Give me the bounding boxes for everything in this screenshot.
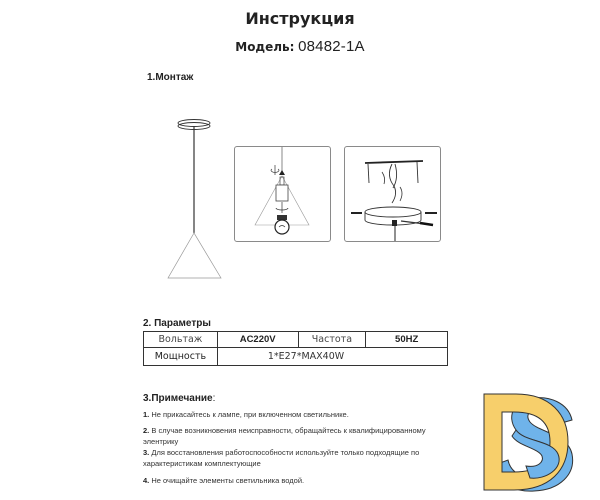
note-text-continued: элентрику <box>143 437 179 446</box>
note-item-1 <box>143 409 473 420</box>
note-text-continued: характеристикам комплектующие <box>143 459 261 468</box>
notes-heading-text: 3.Примечание <box>143 393 213 404</box>
note-text: Не очищайте элементы светильника водой. <box>151 476 305 485</box>
frequency-value: 50HZ <box>366 332 448 348</box>
note-item-4 <box>143 475 473 486</box>
power-label: Мощность <box>144 348 218 366</box>
note-text: Не прикасайтесь к лампе, при включенном светильнике. <box>151 410 349 419</box>
model-value: 08482-1A <box>298 38 365 55</box>
canopy-mount-diagram <box>345 147 440 241</box>
ds-logo <box>478 390 590 495</box>
note-text: В случае возникновения неисправности, обращайтесь к квалифицированному <box>151 426 426 435</box>
parameters-table <box>143 331 448 366</box>
pendant-lamp-figure <box>160 115 230 290</box>
note-text: Для восстановления работоспособности используйте только подходящие по <box>151 448 420 457</box>
note-item-2 <box>143 425 473 447</box>
bulb-install-diagram <box>235 147 330 241</box>
power-value: 1*E27*MAX40W <box>217 348 447 366</box>
mounting-heading: 1.Монтаж <box>147 72 194 83</box>
canopy-mount-panel <box>344 146 441 242</box>
notes-heading-colon: : <box>212 393 216 404</box>
table-row <box>144 348 448 366</box>
note-number: 4. <box>143 476 150 485</box>
document-title: Инструкция <box>245 9 355 28</box>
note-number: 3. <box>143 448 150 457</box>
table-row <box>144 332 448 348</box>
voltage-label: Вольтаж <box>144 332 218 348</box>
model-line <box>0 38 600 55</box>
note-item-3 <box>143 447 473 469</box>
parameters-heading: 2. Параметры <box>143 318 211 329</box>
voltage-value: AC220V <box>217 332 298 348</box>
model-label: Модель: <box>235 40 295 54</box>
notes-heading <box>143 393 215 404</box>
bulb-install-panel <box>234 146 331 242</box>
frequency-label: Частота <box>298 332 366 348</box>
note-number: 2. <box>143 426 150 435</box>
note-number: 1. <box>143 410 150 419</box>
